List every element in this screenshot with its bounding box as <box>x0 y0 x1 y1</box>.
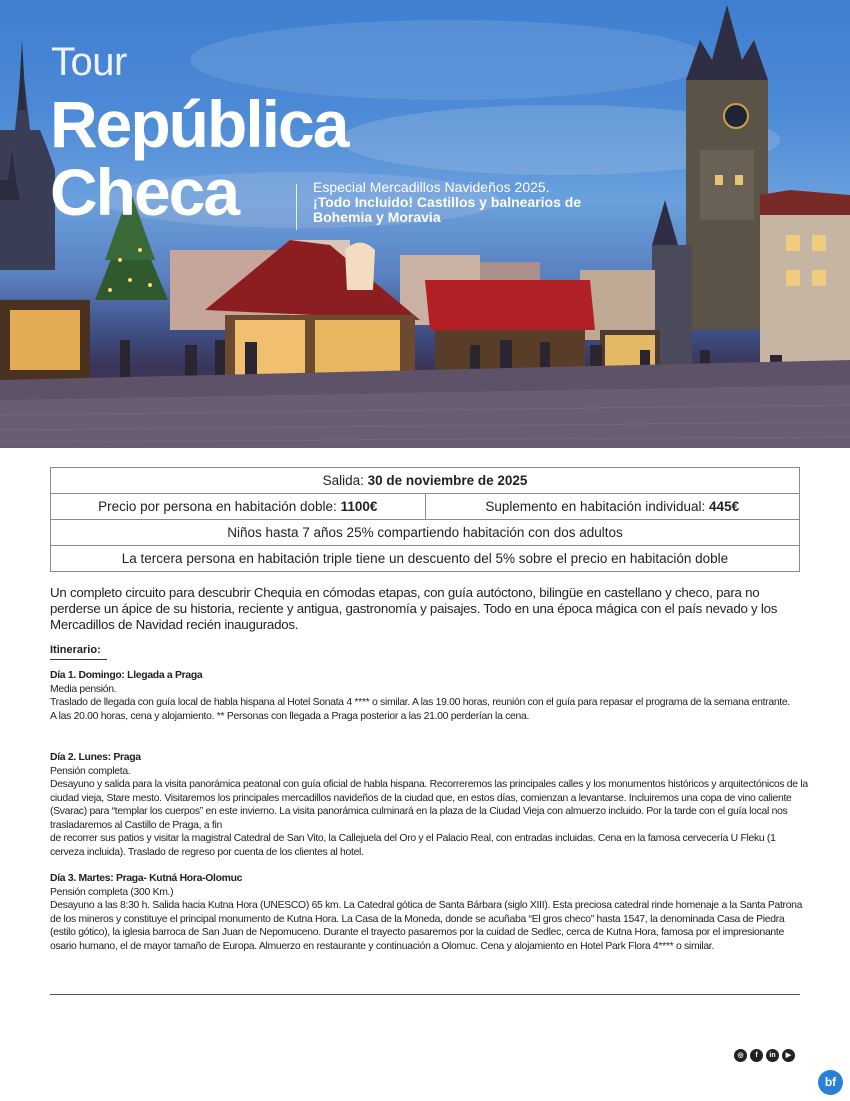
supplement-label: Suplemento en habitación individual: <box>485 499 710 514</box>
third-person-row <box>51 546 799 571</box>
linkedin-icon[interactable]: in <box>766 1049 779 1062</box>
price-value: 1100€ <box>340 499 378 514</box>
title-divider <box>296 184 297 230</box>
footer-divider <box>50 994 800 995</box>
departure-label: Salida: <box>322 473 368 488</box>
third-person-cell: La tercera persona en habitación triple tiene un descuento del 5% sobre el precio en habitación doble <box>121 551 729 566</box>
itinerary-underline <box>50 659 107 660</box>
subtitle <box>313 180 613 225</box>
day-3 <box>50 872 810 953</box>
day-1 <box>50 669 810 723</box>
social-links <box>734 1049 795 1062</box>
children-cell: Niños hasta 7 años 25% compartiendo habitación con dos adultos <box>227 525 623 540</box>
children-row <box>51 520 799 546</box>
day-2 <box>50 751 810 859</box>
day-line: Desayuno y salida para la visita panorámica peatonal con guía oficial de habla hispana. Recorreremos las principales calles y los monumentos históricos y arquitectónicos de la ciudad vieja, Stare mesto. Visitaremos los principales mercadillos navideños de la ciudad que, en estos días, comienzan a levantarse. Incluiremos una copa de vino caliente (Svarac) para “templar los cuerpos” en este invierno. La visita panorámica culminará en la plaza de la Ciudad Vieja con almuerzo incluido. Por la tarde con el guía local nos trasladaremos al Castillo de Praga, a fin <box>50 779 808 831</box>
day-title: Día 2. Lunes: Praga <box>50 752 141 763</box>
departure-value: 30 de noviembre de 2025 <box>367 473 528 488</box>
price-cell <box>51 494 425 519</box>
departure-row <box>51 468 799 494</box>
hero-banner <box>0 0 850 448</box>
day-line: Pensión completa (300 Km.) <box>50 886 174 898</box>
title-line-2: Checa <box>50 155 239 229</box>
day-line: Pensión completa. <box>50 765 131 777</box>
day-line: Traslado de llegada con guía local de habla hispana al Hotel Sonata 4 **** o similar. A las 19.00 horas, reunión con el guía para repasar el programa de la semana entrante. <box>50 697 790 708</box>
supplement-value: 445€ <box>709 499 740 514</box>
tour-label: Tour <box>51 40 127 84</box>
day-line: de recorrer sus patios y visitar la magistral Catedral de San Vito, la Callejuela del Oro y el Palacio Real, con entradas incluidas. Cena en la famosa cervecería U Fleku (1 cerveza incluida). Traslado de regreso por cuenta de los clientes al hotel. <box>50 833 776 858</box>
subtitle-special: Especial Mercadillos Navideños 2025. <box>313 179 550 195</box>
day-line: A las 20.00 horas, cena y alojamiento. ** Personas con llegada a Praga posterior a las 21.00 perderían la cena. <box>50 710 530 722</box>
day-line: Desayuno a las 8:30 h. Salida hacia Kutna Hora (UNESCO) 65 km. La Catedral gótica de Santa Bárbara (siglo XIII). Esta preciosa catedral rinde homenaje a la Santa Patrona de los mineros y constituye el principal monumento de Kutna Hora. La Casa de la Moneda, donde se acuñaba “El gros checo” hasta 1547, la denominada Casa de Piedra (estilo gótico), la iglesia barroca de San Juan de Nepomuceno. Durante el trayecto pasaremos por la cuidad de Sedlec, cerca de Kutna Hora, famosa por el impresionante osario humano, el de mayor tamaño de Europa. Almuerzo en restaurante y continuación a Olomuc. Cena y alojamiento en Hotel Park Flora 4**** o similar. <box>50 900 803 952</box>
price-label: Precio por persona en habitación doble: <box>98 499 341 514</box>
price-table <box>50 467 800 572</box>
page-title <box>50 87 348 229</box>
intro-paragraph: Un completo circuito para descubrir Chequia en cómodas etapas, con guía autóctono, bilingüe en castellano y checo, para no perderse un ápice de su historia, reciente y antigua, gastronomía y paisajes. Todo en una época mágica con el país nevado y los Mercadillos de Navidad recién inaugurados. <box>50 585 778 632</box>
bf-logo: bf <box>818 1070 843 1095</box>
supplement-cell <box>425 494 800 519</box>
instagram-icon[interactable]: ◎ <box>734 1049 747 1062</box>
subtitle-all-included: ¡Todo Incluido! Castillos y balnearios de Bohemia y Moravia <box>313 194 582 225</box>
title-line-1: República <box>50 87 348 161</box>
facebook-icon[interactable]: f <box>750 1049 763 1062</box>
youtube-icon[interactable]: ▶ <box>782 1049 795 1062</box>
day-title: Día 1. Domingo: Llegada a Praga <box>50 670 203 681</box>
price-row <box>51 494 799 520</box>
day-title: Día 3. Martes: Praga- Kutná Hora-Olomuc <box>50 873 243 884</box>
departure-cell <box>51 473 799 488</box>
day-line: Media pensión. <box>50 683 117 695</box>
itinerary-heading: Itinerario: <box>50 644 101 656</box>
